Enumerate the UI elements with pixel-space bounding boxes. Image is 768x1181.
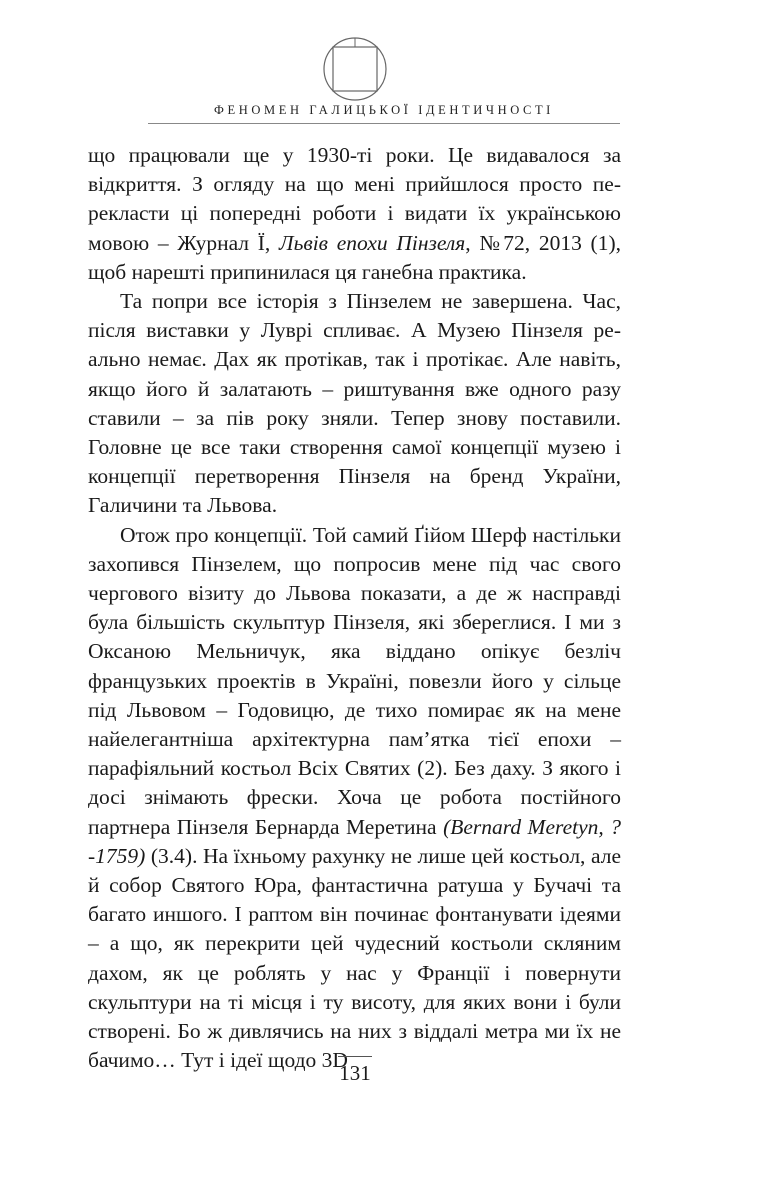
circle-square-emblem-icon [322,36,388,102]
paragraph-1-italic-title: Львів епохи Пінзеля [279,230,466,255]
body-text [88,141,621,1076]
paragraph-1-part-1: що працювали ще у 1930-ті роки. Це видавалося за відкриття. З огляду на що мені прийшлося просто перекласти ці попередні роботи і видати їх українською мовою – Журнал Ї, [88,143,621,255]
paragraph-3 [88,521,621,1076]
paragraph-2: Та попри все історія з Пінзелем не завершена. Час, після виставки у Луврі спливає. А Музею Пінзеля реально немає. Дах як протікав, так і протікає. Але навіть, якщо його й залатають – риштування вже одного разу ставили – за пів року зняли. Тепер знову поставили. Головне це все таки створення самої концепції музею і концепції перетворення Пінзеля на бренд України, Галичини та Львова. [88,289,621,518]
paragraph-3-part-1: Отож про концепції. Той самий Ґійом Шерф настільки захопився Пінзелем, що попросив мене під час свого чергового візиту до Львова показати, а де ж насправді була більшість скульптур Пінзеля, які збереглися. І ми з Оксаною Мельничук, яка віддано опікує безліч французьких проектів в Україні, повезли його у сільце під Львовом – Годовицю, де тихо помирає як на мене найелегантніша архітектурна пам’ятка тієї епохи – парафіяльний костьол Всіх Святих (2). Без даху. З якого і досі знімають фрески. Хоча це робота постійного партнера Пінзеля Бернарда Меретина [88,522,621,839]
running-head: ФЕНОМЕН ГАЛИЦЬКОЇ ІДЕНТИЧНОСТІ [214,103,554,117]
folio-rule [338,1056,372,1057]
page-number: 131 [339,1061,371,1085]
paragraph-3-italic-name: (Bernard Meretyn, ?-1759) [88,814,621,868]
paragraph-3-part-2: (3.4). На їхньому рахунку не лише цей костьол, але й собор Святого Юра, фантастична ратуша у Бучачі та багато иншого. І раптом він починає фонтанувати ідеями – а що, як перекрити цей чудесний костьоли скляним дахом, як це роблять у нас у Франції і повернути скульптури на ті місця і ту висоту, для яких вони і були створені. Бо ж дивлячись на них з віддалі метра ми їх не бачимо… Тут і ідеї щодо 3D [88,843,621,1073]
paragraph-1-part-2: , №72, 2013 (1), щоб нарешті припинилася ця ганебна практика. [88,230,621,284]
paragraph-1 [88,141,621,287]
header-rule [148,123,620,124]
